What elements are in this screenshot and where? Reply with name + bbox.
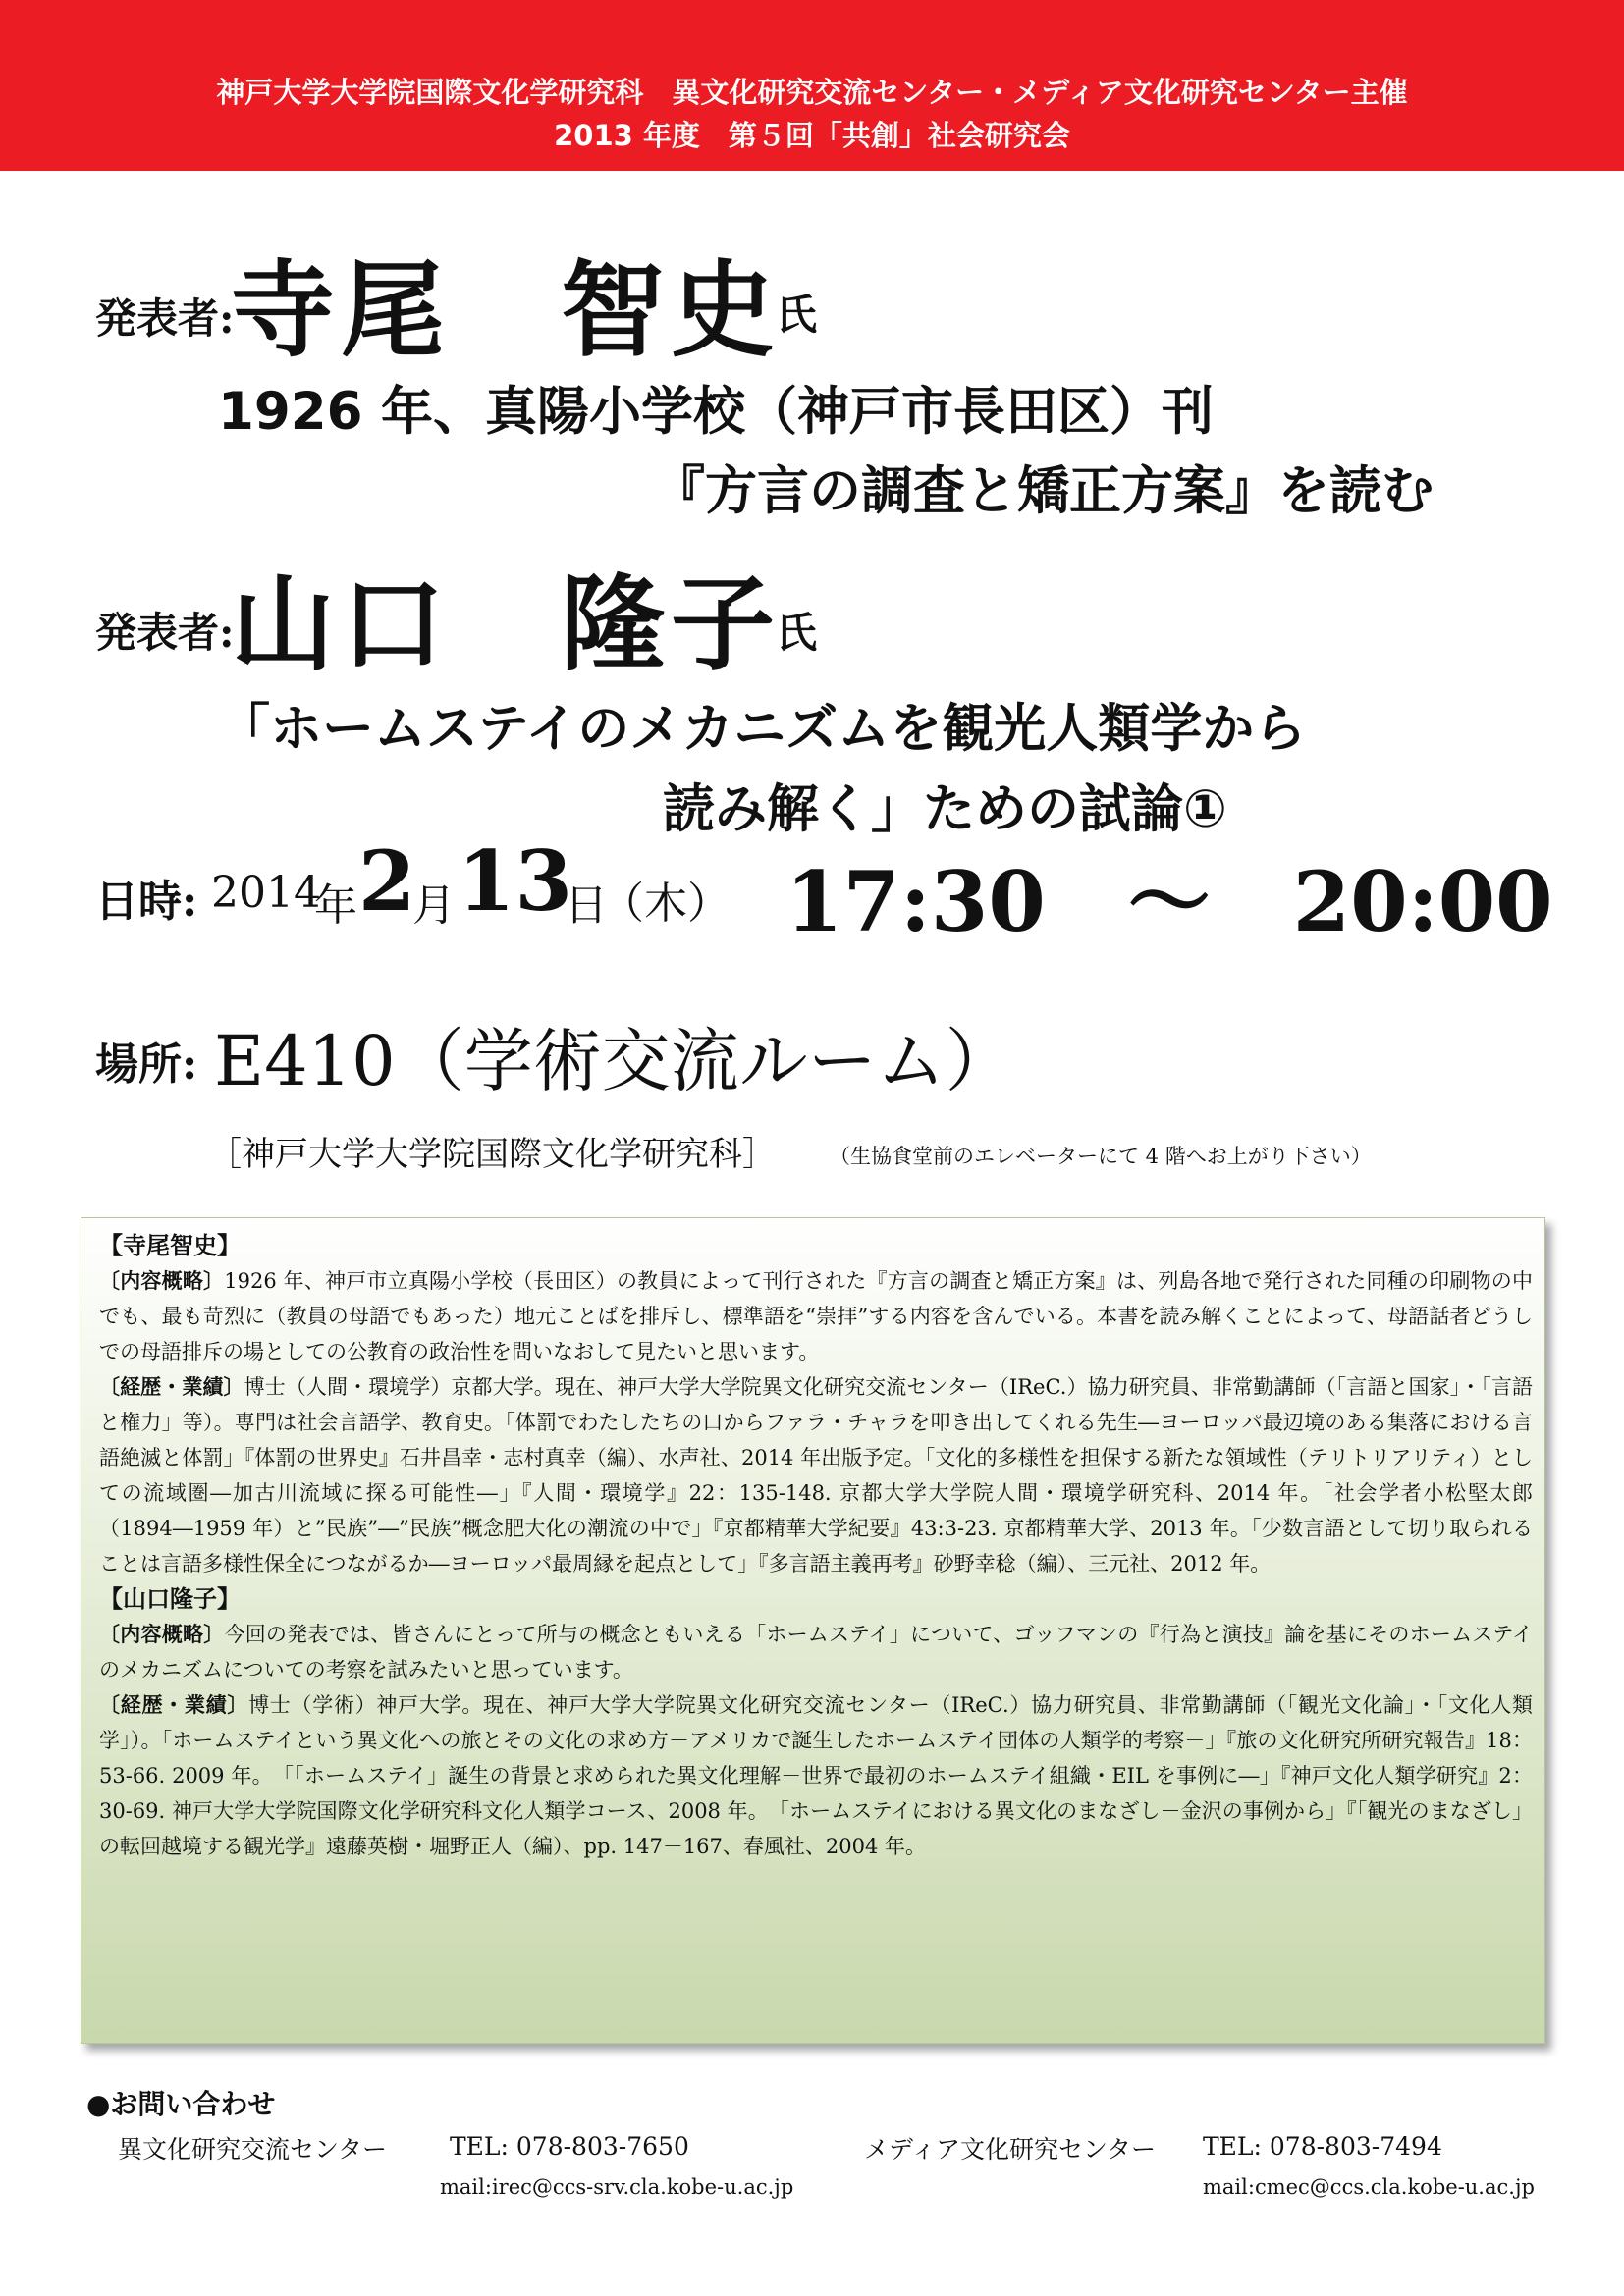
date-month: 2 <box>358 832 416 930</box>
place-room: E410（学術交流ルーム） <box>214 1021 1014 1101</box>
date-label: 日時: <box>95 877 198 927</box>
event-series-line: 2013 年度 第５回「共創」社会研究会 <box>554 119 1070 152</box>
presenter2-title-line1: 「ホームステイのメカニズムを観光人類学から <box>218 699 1307 759</box>
date-year-unit: 年 <box>314 881 357 931</box>
contact-org1: 異文化研究交流センター <box>118 2135 388 2163</box>
date-day: 13 <box>458 832 572 930</box>
date-year: 2014 <box>211 868 321 918</box>
career-label: 〔経歴・業績〕 <box>99 1693 249 1717</box>
presenter1-label: 発表者: <box>95 294 235 343</box>
presenter2-details-heading: 【山口隆子】 <box>99 1585 241 1613</box>
presenter1-career <box>99 1369 1533 1581</box>
contact-mail2[interactable]: mail:cmec@ccs.cla.kobe-u.ac.jp <box>1203 2175 1535 2199</box>
presenter2-name: 山口 隆子 <box>231 562 781 685</box>
presenter2-title-line2: 読み解く」ための試論① <box>663 779 1227 839</box>
place-label: 場所: <box>95 1040 198 1090</box>
place-note: （生協食堂前のエレベーターにて 4 階へお上がり下さい） <box>830 1145 1372 1168</box>
career-label: 〔経歴・業績〕 <box>99 1375 244 1399</box>
presenter1-details-heading: 【寺尾智史】 <box>99 1232 241 1259</box>
presenter1-title-line1: 1926 年、真陽小学校（神戸市長田区）刊 <box>218 382 1214 442</box>
details-box <box>81 1217 1545 2044</box>
organizer-line: 神戸大学大学院国際文化学研究科 異文化研究交流センター・メディア文化研究センター主催 <box>216 76 1408 109</box>
date-weekday: （木） <box>601 879 731 929</box>
date-time: 17:30 ～ 20:00 <box>785 853 1553 950</box>
presenter2-summary <box>99 1617 1533 1687</box>
presenter2-honorific: 氏 <box>776 609 818 657</box>
career-text: 博士（人間・環境学）京都大学。現在、神戸大学大学院異文化研究交流センター（IReC.）協力研究員、非常勤講師（「言語と国家」・「言語と権力」等）。専門は社会言語学、教育史。「体罰でわたしたちの口からファラ・チャラを叩き出してくれる先生―ヨーロッパ最辺境のある集落における言語絶滅と体罰」『体罰の世界史』石井昌幸・志村真幸（編）、水声社、2014 年出版予定。「文化的多様性を担保する新たな領域性（テリトリアリティ）としての流域圏―加古川流域に探る可能性―」『人間・環境学』22：135-148. 京都大学大学院人間・環境学研究科、2014 年。「社会学者小松堅太郎（1894―1959 年）と”民族”―”民族”概念肥大化の潮流の中で」『京都精華大学紀要』43:3-23. 京都精華大学、2013 年。「少数言語として切り取られることは言語多様性保全につながるか―ヨーロッパ最周縁を起点として」『多言語主義再考』砂野幸稔（編）、三元社、2012 年。 <box>99 1375 1534 1575</box>
contact-org2: メディア文化研究センター <box>864 2135 1157 2163</box>
presenter1-name: 寺尾 智史 <box>231 248 781 371</box>
summary-label: 〔内容概略〕 <box>99 1269 225 1293</box>
presenter2-label: 発表者: <box>95 609 235 657</box>
contact-mail1[interactable]: mail:irec@ccs-srv.cla.kobe-u.ac.jp <box>440 2175 794 2199</box>
presenter1-honorific: 氏 <box>776 291 818 339</box>
presenter2-career <box>99 1687 1533 1864</box>
summary-label: 〔内容概略〕 <box>99 1623 225 1646</box>
presenter1-title-line2: 『方言の調査と矯正方案』を読む <box>653 461 1434 521</box>
date-month-unit: 月 <box>412 881 456 931</box>
contact-tel2: TEL: 078-803-7494 <box>1203 2132 1442 2161</box>
contact-tel1: TEL: 078-803-7650 <box>450 2132 689 2161</box>
contact-heading: ●お問い合わせ <box>86 2088 276 2120</box>
date-day-unit: 日 <box>565 881 608 931</box>
career-text: 博士（学術）神戸大学。現在、神戸大学大学院異文化研究交流センター（IReC.）協力研究員、非常勤講師（「観光文化論」・「文化人類学」）。「ホームステイという異文化への旅とその文化の求め方－アメリカで誕生したホームステイ団体の人類学的考察－」『旅の文化研究所研究報告』18：53-66. 2009 年。 「「ホームステイ」誕生の背景と求められた異文化理解－世界で最初のホームステイ組織・EIL を事例に―」『神戸文化人類学研究』2：30-69. 神戸大学大学院国際文化学研究科文化人類学コース、2008 年。 「ホームステイにおける異文化のまなざし－金沢の事例から」『「観光のまなざし」の転回越境する観光学』遠藤英樹・堀野正人（編）、pp. 147－167、春風社、2004 年。 <box>99 1693 1534 1858</box>
summary-text: 今回の発表では、皆さんにとって所与の概念ともいえる「ホームステイ」について、ゴッフマンの『行為と演技』論を基にそのホームステイのメカニズムについての考察を試みたいと思っています。 <box>99 1623 1533 1682</box>
presenter1-summary <box>99 1263 1533 1369</box>
place-building: ［神戸大学大学院国際文化学研究科］ <box>208 1135 776 1174</box>
summary-text: 1926 年、神戸市立真陽小学校（長田区）の教員によって刊行された『方言の調査と矯正方案』は、列島各地で発行された同種の印刷物の中でも、最も苛烈に（教員の母語でもあった）地元ことばを排斥し、標準語を“崇拝”する内容を含んでいる。本書を読み解くことによって、母語話者どうしでの母語排斥の場としての公教育の政治性を問いなおして見たいと思います。 <box>99 1269 1533 1363</box>
